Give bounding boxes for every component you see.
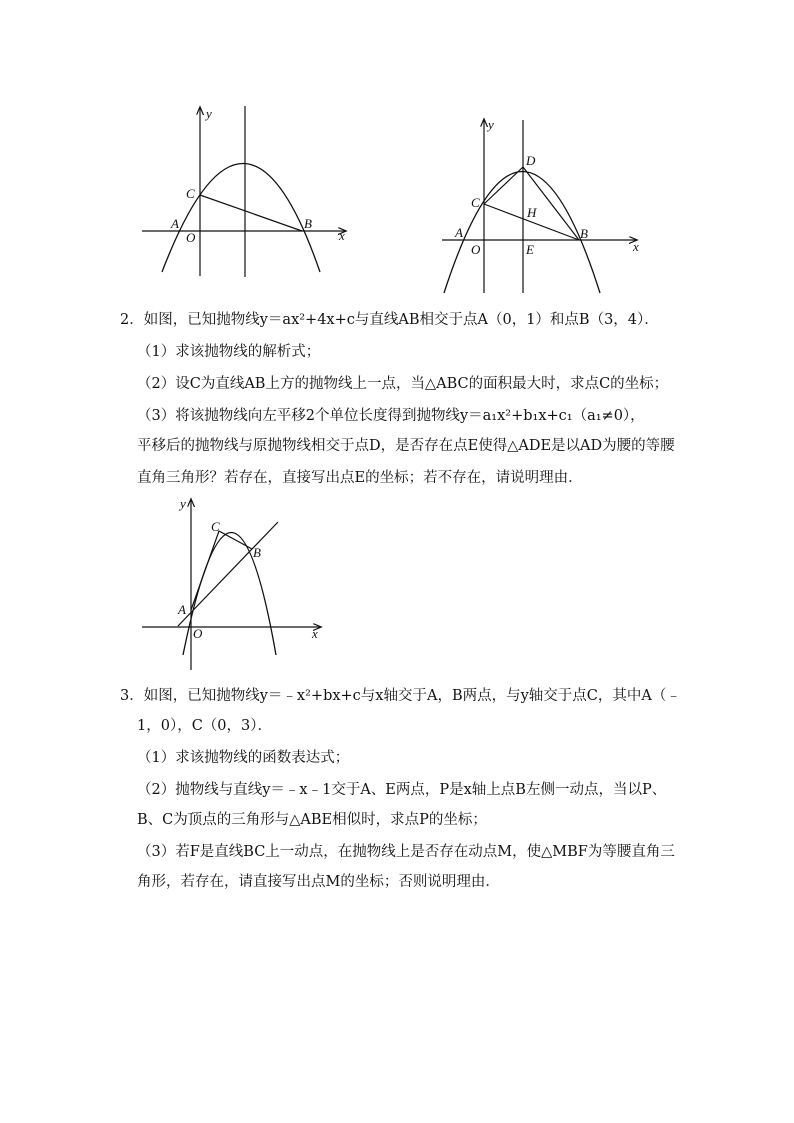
label-O: O [193,626,203,641]
label-C: C [186,186,195,201]
segment-CD [484,167,523,204]
problem2-q3-line2: 平移后的抛物线与原抛物线相交于点D，是否存在点E使得△ADE是以AD为腰的等腰 [137,438,675,454]
label-y: y [488,117,494,132]
label-C: C [471,195,480,210]
segment-CB [200,195,302,231]
label-x: x [339,228,345,243]
line-AB [178,522,278,626]
label-x: x [312,626,318,641]
label-x: x [633,239,639,254]
parabola [162,164,320,273]
label-B: B [304,216,312,231]
problem2-number: 2． [120,312,144,328]
problem3-number: 3． [120,688,144,704]
problem3-q2-line1: （2）抛物线与直线y＝﹣x﹣1交于A、E两点，P是x轴上点B左侧一动点，当以P、 [137,782,667,798]
label-y: y [180,496,186,511]
problem3-q3-line2: 角形，若存在，请直接写出点M的坐标；否则说明理由． [137,874,500,890]
problem2-q2: （2）设C为直线AB上方的抛物线上一点，当△ABC的面积最大时，求点C的坐标； [137,376,669,392]
label-E: E [526,242,534,257]
problem2-q3-line3: 直角三角形？若存在，直接写出点E的坐标；若不存在，请说明理由． [137,470,583,486]
label-C: C [211,519,220,534]
problem3-line1 [120,686,681,706]
label-H: H [527,205,537,220]
problem2-stem: 如图，已知抛物线y＝ax²+4x+c与直线AB相交于点A（0，1）和点B（3，4）． [143,312,659,328]
problem3-line2: 1，0），C（0，3）． [137,718,272,734]
problem2-line1 [120,310,659,330]
label-y: y [206,106,212,121]
figure-2 [440,115,650,295]
parabola [444,172,600,294]
label-A: A [455,225,463,240]
label-A: A [171,216,179,231]
label-D: D [526,153,536,168]
label-O: O [471,242,481,257]
problem3-q1: （1）求该抛物线的函数表达式； [137,750,350,766]
label-O: O [186,230,196,245]
figure-1 [130,100,370,280]
problem3-stem: 如图，已知抛物线y＝﹣x²+bx+c与x轴交于A，B两点，与y轴交于点C，其中A（﹣ [143,688,681,704]
problem2-q3-line1: （3）将该抛物线向左平移2个单位长度得到抛物线y＝a₁x²+b₁x+c₁（a₁≠0）， [137,408,645,424]
label-B: B [253,545,261,560]
problem3-q2-line2: B、C为顶点的三角形与△ABE相似时，求点P的坐标； [137,812,487,828]
label-A: A [178,602,186,617]
problem2-q1: （1）求该抛物线的解析式； [137,344,321,360]
label-B: B [580,226,588,241]
problem3-q3-line1: （3）若F是直线BC上一动点，在抛物线上是否存在动点M，使△MBF为等腰直角三 [137,844,675,860]
figure-3 [140,495,330,675]
